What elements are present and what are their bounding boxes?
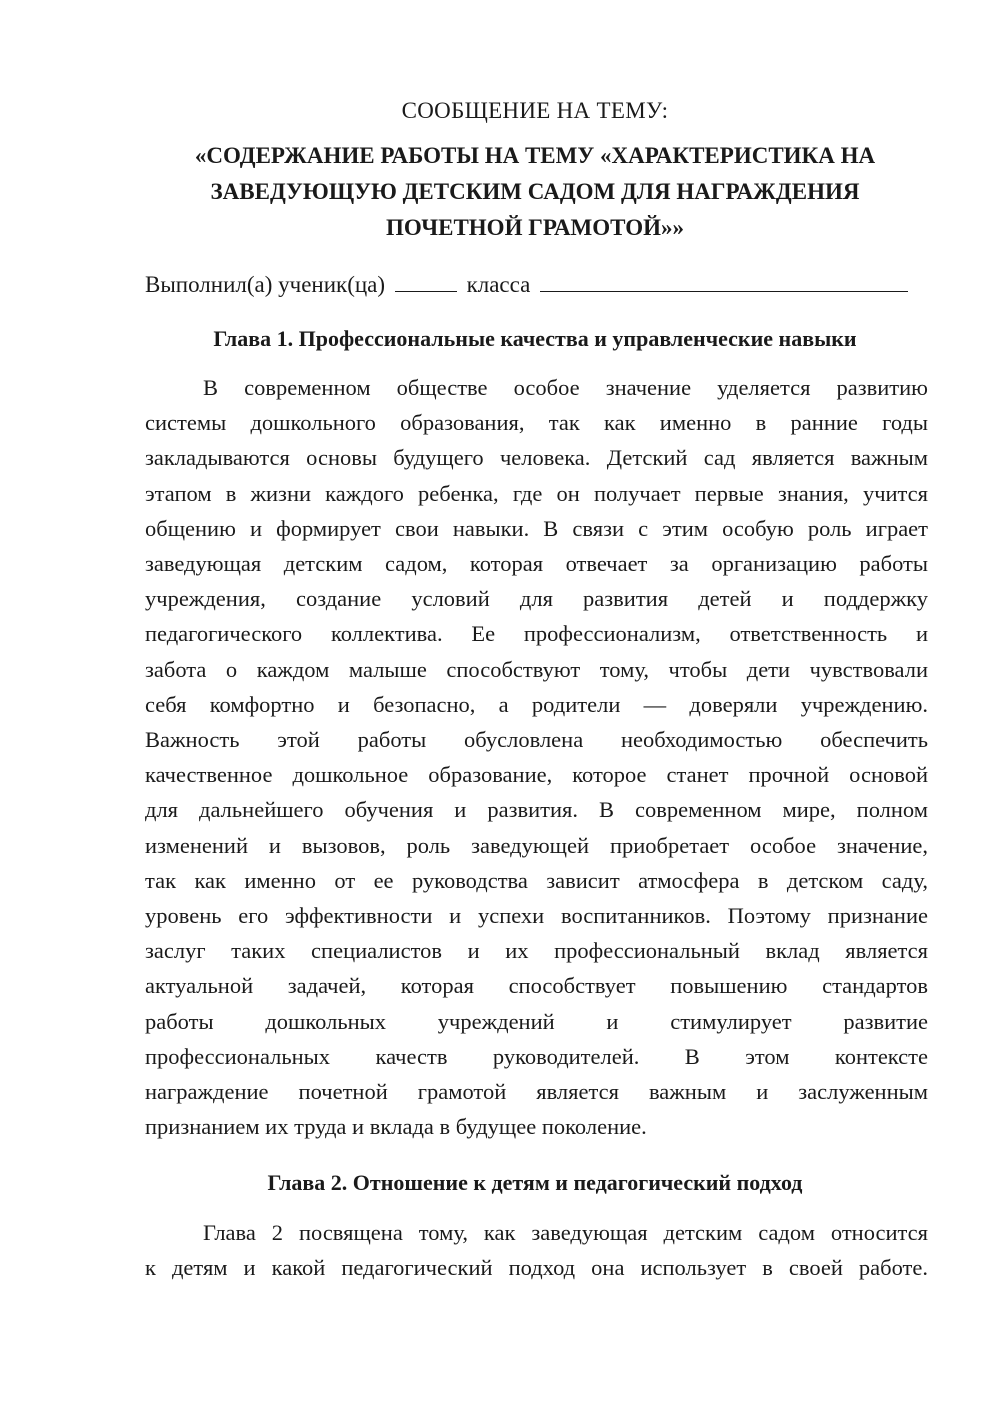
paragraph-line: заслуг таких специалистов и их профессиональный вклад является — [145, 938, 928, 964]
document-label: СООБЩЕНИЕ НА ТЕМУ: — [401, 98, 669, 123]
name-blank-field — [540, 269, 908, 292]
chapter-2-paragraph — [145, 1215, 928, 1285]
paragraph-line: Глава 2 посвящена тому, как заведующая детским садом относится — [203, 1220, 928, 1245]
paragraph-line: награждение почетной грамотой является важным и заслуженным — [145, 1079, 928, 1105]
author-class-label: класса — [466, 272, 531, 297]
paragraph-line: педагогического коллектива. Ее профессионализм, ответственность и — [145, 621, 928, 647]
paragraph-line: Важность этой работы обусловлена необходимостью обеспечить — [145, 727, 928, 753]
paragraph-line: так как именно от ее руководства зависит атмосфера в детском саду, — [145, 867, 928, 893]
paragraph-line: признанием их труда и вклада в будущее поколение. — [145, 1114, 647, 1140]
paragraph-line: профессиональных качеств руководителей. В этом контексте — [145, 1043, 928, 1069]
paragraph-line: себя комфортно и безопасно, а родители — доверяли учреждению. — [145, 691, 928, 717]
paragraph-line: забота о каждом малыше способствуют тому, чтобы дети чувствовали — [145, 656, 928, 682]
author-line — [145, 268, 912, 302]
chapter-1-heading: Глава 1. Профессиональные качества и управленческие навыки — [213, 326, 857, 351]
paragraph-line: изменений и вызовов, роль заведующей приобретает особое значение, — [145, 832, 928, 858]
document-title — [140, 138, 930, 246]
class-blank-field — [395, 269, 457, 292]
paragraph-line: качественное дошкольное образование, которое станет прочной основой — [145, 762, 928, 788]
paragraph-line: учреждения, создание условий для развития детей и поддержку — [145, 586, 928, 612]
document-header — [140, 94, 930, 246]
paragraph-line: заведующая детским садом, которая отвечает за организацию работы — [145, 551, 928, 577]
paragraph-line: этапом в жизни каждого ребенка, где он получает первые знания, учится — [145, 480, 928, 506]
paragraph-line: В современном обществе особое значение уделяется развитию — [203, 375, 928, 400]
paragraph-line: закладываются основы будущего человека. Детский сад является важным — [145, 445, 928, 471]
paragraph-line: к детям и какой педагогический подход она использует в своей работе. — [145, 1255, 928, 1281]
paragraph-line: общению и формирует свои навыки. В связи с этим особую роль играет — [145, 515, 928, 541]
paragraph-line: актуальной задачей, которая способствует повышению стандартов — [145, 973, 928, 999]
paragraph-line: системы дошкольного образования, так как именно в ранние годы — [145, 410, 928, 436]
document-title-line: ЗАВЕДУЮЩУЮ ДЕТСКИМ САДОМ ДЛЯ НАГРАЖДЕНИЯ — [210, 179, 860, 204]
paragraph-line: работы дошкольных учреждений и стимулирует развитие — [145, 1008, 928, 1034]
document-title-line: ПОЧЕТНОЙ ГРАМОТОЙ»» — [386, 215, 684, 240]
document-title-line: «СОДЕРЖАНИЕ РАБОТЫ НА ТЕМУ «ХАРАКТЕРИСТИКА НА — [194, 143, 876, 168]
chapter-2-heading: Глава 2. Отношение к детям и педагогический подход — [267, 1170, 803, 1195]
paragraph-line: для дальнейшего обучения и развития. В современном мире, полном — [145, 797, 928, 823]
chapter-1-paragraph — [145, 370, 928, 1144]
paragraph-line: уровень его эффективности и успехи воспитанников. Поэтому признание — [145, 903, 928, 929]
author-prefix: Выполнил(а) ученик(ца) — [145, 272, 386, 297]
